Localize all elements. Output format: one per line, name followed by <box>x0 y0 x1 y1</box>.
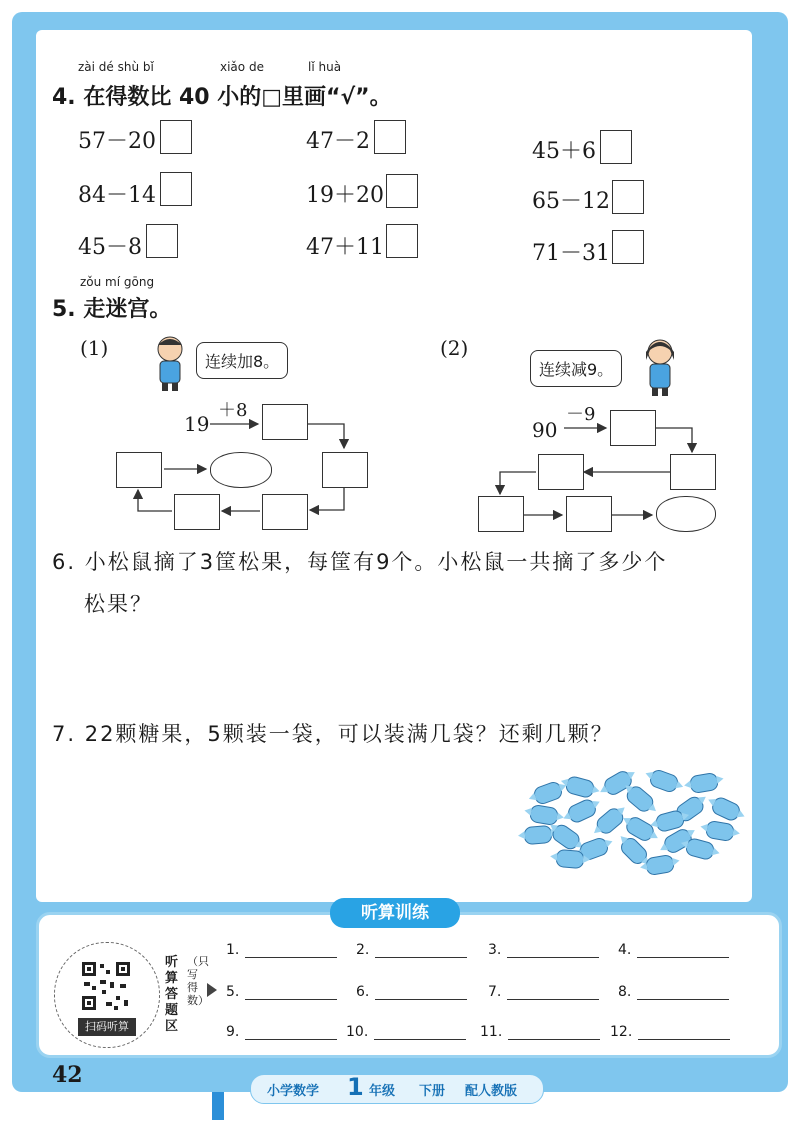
maze2-start: 90 <box>532 418 558 442</box>
answer-slot-2[interactable] <box>356 942 467 958</box>
slot-number: 2. <box>356 942 370 958</box>
q4-pinyin-1: zài dé shù bǐ <box>78 60 154 74</box>
page-edge-tab <box>212 1092 224 1120</box>
slot-number: 11. <box>480 1024 503 1040</box>
footer-grade: 1 <box>347 1073 364 1101</box>
candy-icon <box>555 849 584 869</box>
answer-slot-6[interactable] <box>356 984 467 1000</box>
maze2-box-4[interactable] <box>478 496 524 532</box>
q5-part1-bubble: 连续加8。 <box>196 342 288 379</box>
maze2-operation: －9 <box>566 404 596 425</box>
answer-slot-4[interactable] <box>618 942 729 958</box>
answer-slot-1[interactable] <box>226 942 337 958</box>
q4-pinyin-3: lǐ huà <box>308 60 342 74</box>
q5-pinyin: zǒu mí gōng <box>80 275 155 289</box>
page-number: 42 <box>52 1062 83 1088</box>
book-footer <box>250 1074 544 1104</box>
q4-expr-5: 19＋20 <box>306 183 384 208</box>
answer-area-label: 听算答题区 <box>165 955 179 1034</box>
answer-slot-10[interactable] <box>346 1024 466 1040</box>
q6-text-line1: 6. 小松鼠摘了3筐松果，每筐有9个。小松鼠一共摘了多少个 <box>52 550 668 574</box>
q4-title: 4. 在得数比 40 小的□里画“√”。 <box>52 85 392 110</box>
slot-number: 4. <box>618 942 632 958</box>
q6-text-line2: 松果？ <box>84 592 153 616</box>
footer-edition: 配人教版 <box>465 1084 518 1099</box>
slot-number: 8. <box>618 984 632 1000</box>
q5-part1-label: (1) <box>80 336 109 360</box>
answer-slot-11[interactable] <box>480 1024 600 1040</box>
listening-title: 听算训练 <box>330 898 460 928</box>
maze1-start: 19 <box>184 412 210 436</box>
answer-slot-12[interactable] <box>610 1024 730 1040</box>
answer-slot-7[interactable] <box>488 984 599 1000</box>
answer-slot-9[interactable] <box>226 1024 337 1040</box>
q4-expr-3: 45＋6 <box>532 139 596 164</box>
maze2-box-3[interactable] <box>538 454 584 490</box>
q4-expr-4: 84－14 <box>78 183 156 208</box>
slot-number: 6. <box>356 984 370 1000</box>
q4-expr-6: 65－12 <box>532 189 610 214</box>
q4-expr-9: 71－31 <box>532 241 610 266</box>
slot-number: 3. <box>488 942 502 958</box>
slot-number: 5. <box>226 984 240 1000</box>
maze2-box-1[interactable] <box>610 410 656 446</box>
q4-pinyin-2: xiǎo de <box>220 60 264 74</box>
q5-part2-label: (2) <box>440 336 469 360</box>
q4-expr-7: 45－8 <box>78 235 142 260</box>
q4-expr-8: 47＋11 <box>306 235 384 260</box>
answer-slot-5[interactable] <box>226 984 337 1000</box>
answer-slot-3[interactable] <box>488 942 599 958</box>
maze1-operation: ＋8 <box>218 400 248 421</box>
footer-subject: 小学数学 <box>267 1084 320 1099</box>
slot-number: 7. <box>488 984 502 1000</box>
answer-slot-8[interactable] <box>618 984 729 1000</box>
q5-part2-bubble: 连续减9。 <box>530 350 622 387</box>
q7-text-line1: 7. 22颗糖果，5颗装一袋，可以装满几袋？还剩几颗？ <box>52 722 614 746</box>
footer-volume: 下册 <box>419 1084 446 1099</box>
q5-title: 5. 走迷宫。 <box>52 297 172 322</box>
q4-expr-2: 47－2 <box>306 129 370 154</box>
footer-grade-unit: 年级 <box>369 1084 396 1099</box>
maze2-box-5[interactable] <box>566 496 612 532</box>
slot-number: 1. <box>226 942 240 958</box>
answer-area-note: （只写得数） <box>187 955 209 1007</box>
q4-expr-1: 57－20 <box>78 129 156 154</box>
qr-code-icon[interactable] <box>80 960 132 1012</box>
play-arrow-icon <box>207 983 217 997</box>
qr-label: 扫码听算 <box>78 1018 136 1036</box>
maze2-box-2[interactable] <box>670 454 716 490</box>
maze2-oval-answer[interactable] <box>656 496 716 532</box>
slot-number: 12. <box>610 1024 633 1040</box>
slot-number: 10. <box>346 1024 369 1040</box>
slot-number: 9. <box>226 1024 240 1040</box>
